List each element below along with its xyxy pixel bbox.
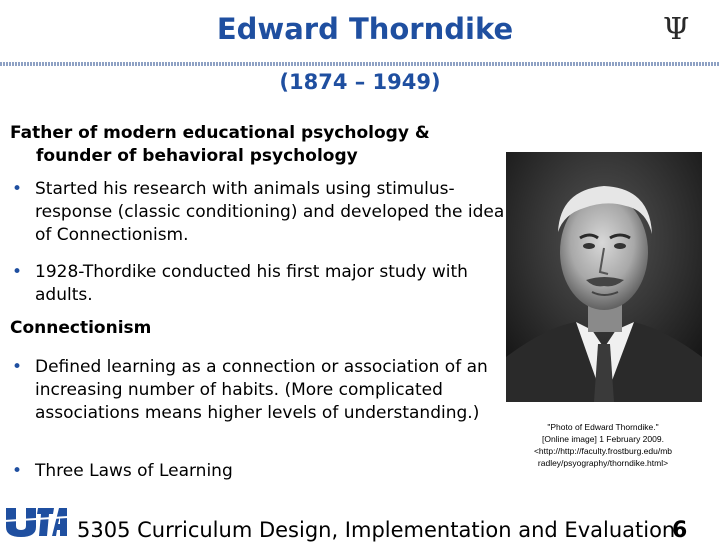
caption-line: <http://http://faculty.frostburg.edu/mb — [533, 446, 673, 456]
uta-logo-icon — [4, 500, 68, 538]
lead-line-2: founder of behavioral psychology — [36, 146, 358, 166]
life-dates: (1874 – 1949) — [279, 70, 441, 94]
bullet-item — [12, 178, 507, 247]
bullet-item — [12, 356, 507, 425]
caption-line: "Photo of Edward Thorndike." — [547, 422, 659, 432]
footer-course-title: 5305 Curriculum Design, Implementation and Evaluation — [77, 518, 676, 542]
bullet-item — [12, 261, 507, 307]
section-heading: Connectionism — [10, 318, 152, 338]
bullet-text: 1928-Thordike conducted his first major study with adults. — [35, 262, 468, 305]
bullet-text: Three Laws of Learning — [35, 461, 233, 481]
bullet-item — [12, 460, 507, 483]
bullet-text: Defined learning as a connection or association of an increasing number of habits. (More complicated associations means higher levels of understanding.) — [35, 357, 488, 423]
slide-title: Edward Thorndike — [216, 12, 514, 46]
thorndike-portrait-image — [506, 152, 702, 402]
bullet-icon: • — [12, 262, 23, 282]
lead-line-1: Father of modern educational psychology & — [10, 123, 430, 143]
lead-statement — [10, 122, 510, 168]
photo-caption — [508, 421, 698, 469]
page-number: 6 — [672, 518, 688, 543]
bullet-icon: • — [12, 179, 23, 199]
caption-line: [Online image] 1 February 2009. — [542, 434, 664, 444]
title-divider — [0, 62, 720, 66]
bullet-text: Started his research with animals using stimulus-response (classic conditioning) and developed the idea of Connectionism. — [35, 179, 505, 245]
bullet-icon: • — [12, 461, 23, 481]
bullet-icon: • — [12, 357, 23, 377]
caption-line: radley/psyography/thorndike.html> — [537, 458, 669, 468]
psi-symbol-icon: Ψ — [663, 12, 690, 47]
